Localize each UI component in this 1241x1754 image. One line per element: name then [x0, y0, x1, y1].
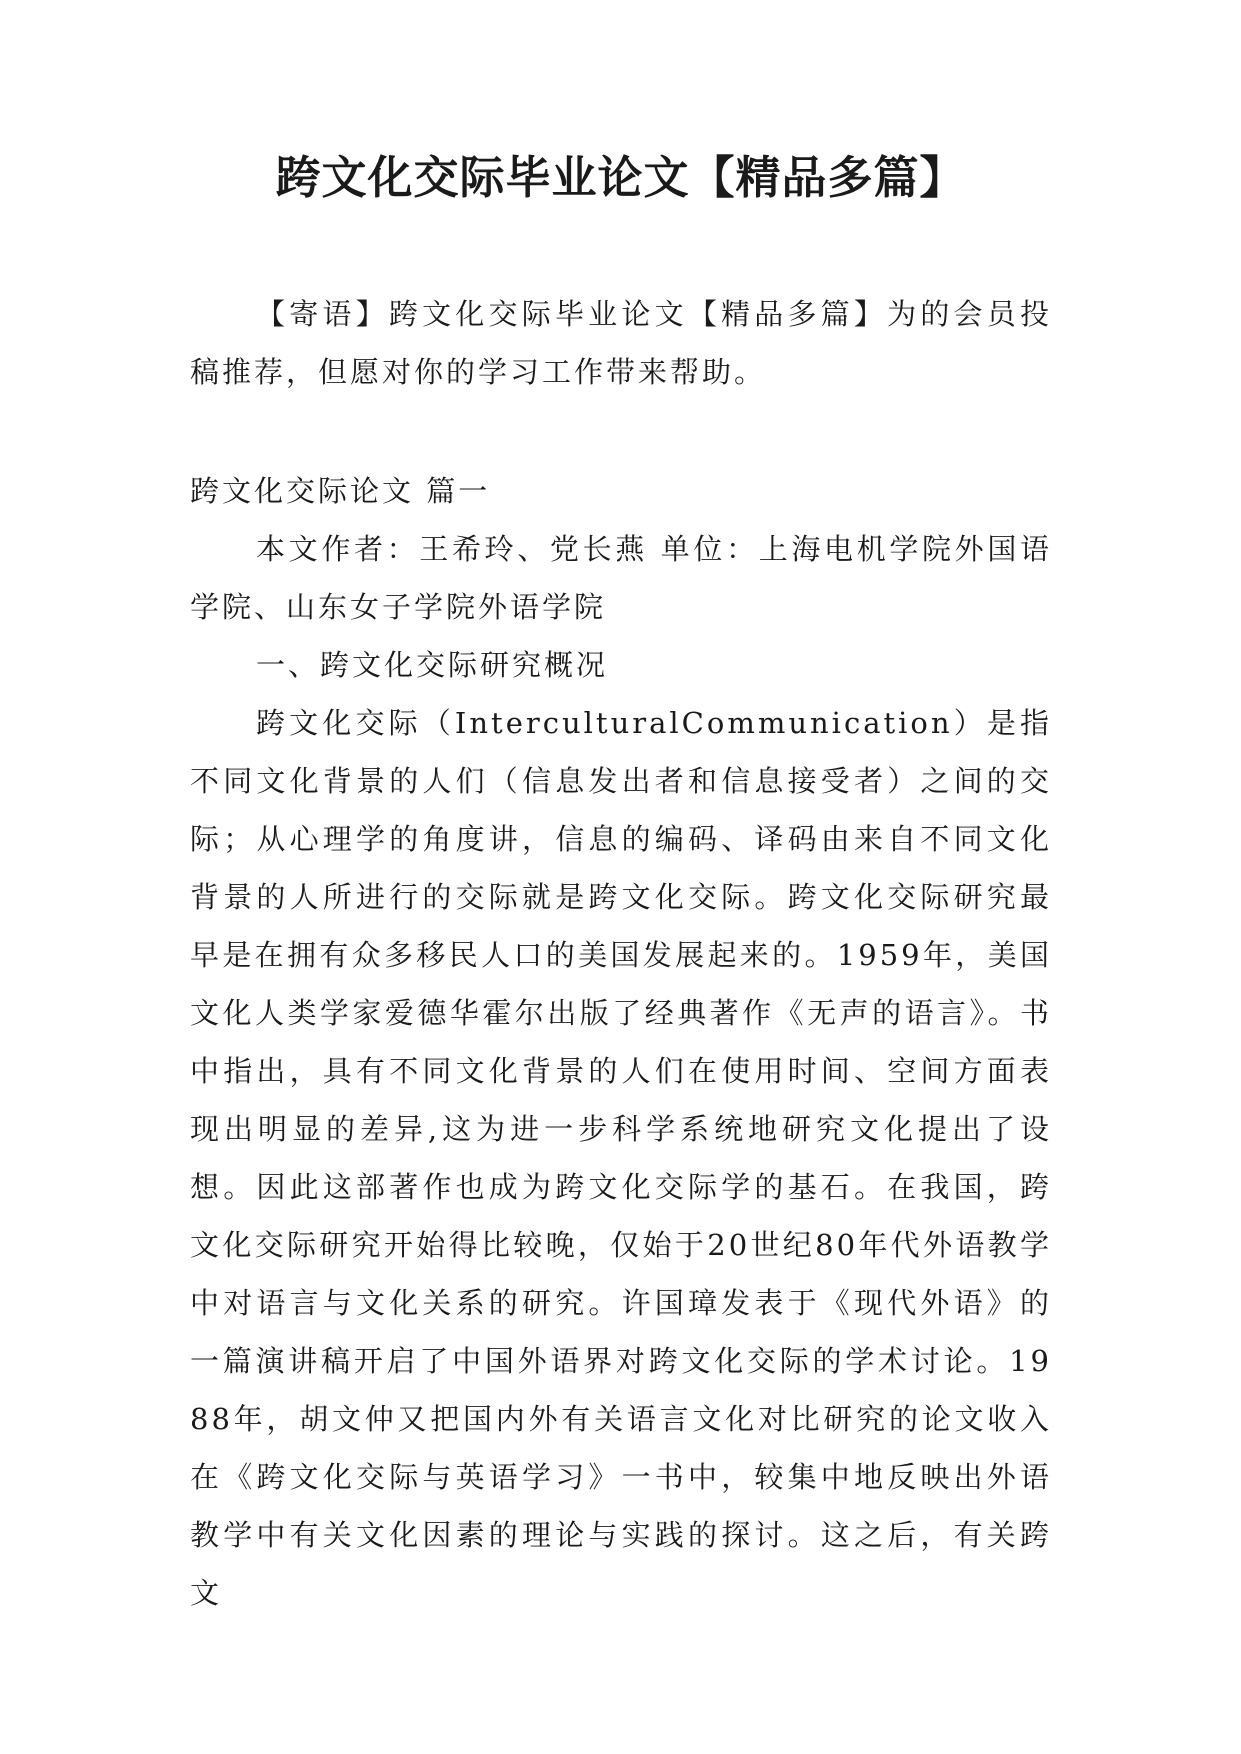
foreword-block: [190, 285, 1052, 401]
section-heading-block: [190, 462, 1052, 520]
foreword-paragraph: 【寄语】跨文化交际毕业论文【精品多篇】为的会员投稿推荐，但愿对你的学习工作带来帮助。: [190, 297, 1052, 389]
subheading: 一、跨文化交际研究概况: [256, 648, 609, 682]
body-paragraph: 跨文化交际（InterculturalCommunication）是指不同文化背景的人们（信息发出者和信息接受者）之间的交际；从心理学的角度讲，信息的编码、译码由来自不同文化背景的人所进行的交际就是跨文化交际。跨文化交际研究最早是在拥有众多移民人口的美国发展起来的。1959年，美国文化人类学家爱德华霍尔出版了经典著作《无声的语言》。书中指出，具有不同文化背景的人们在使用时间、空间方面表现出明显的差异,这为进一步科学系统地研究文化提出了设想。因此这部著作也成为跨文化交际学的基石。在我国，跨文化交际研究开始得比较晚，仅始于20世纪80年代外语教学中对语言与文化关系的研究。许国璋发表于《现代外语》的一篇演讲稿开启了中国外语界对跨文化交际的学术讨论。1988年，胡文仲又把国内外有关语言文化对比研究的论文收入在《跨文化交际与英语学习》一书中，较集中地反映出外语教学中有关文化因素的理论与实践的探讨。这之后，有关跨文: [190, 706, 1052, 1610]
section-heading: 跨文化交际论文 篇一: [190, 474, 491, 508]
article-body: [190, 520, 1052, 1622]
document-title: 跨文化交际毕业论文【精品多篇】: [275, 151, 966, 204]
authors-paragraph: 本文作者：王希玲、党长燕 单位：上海电机学院外国语学院、山东女子学院外语学院: [190, 532, 1052, 624]
